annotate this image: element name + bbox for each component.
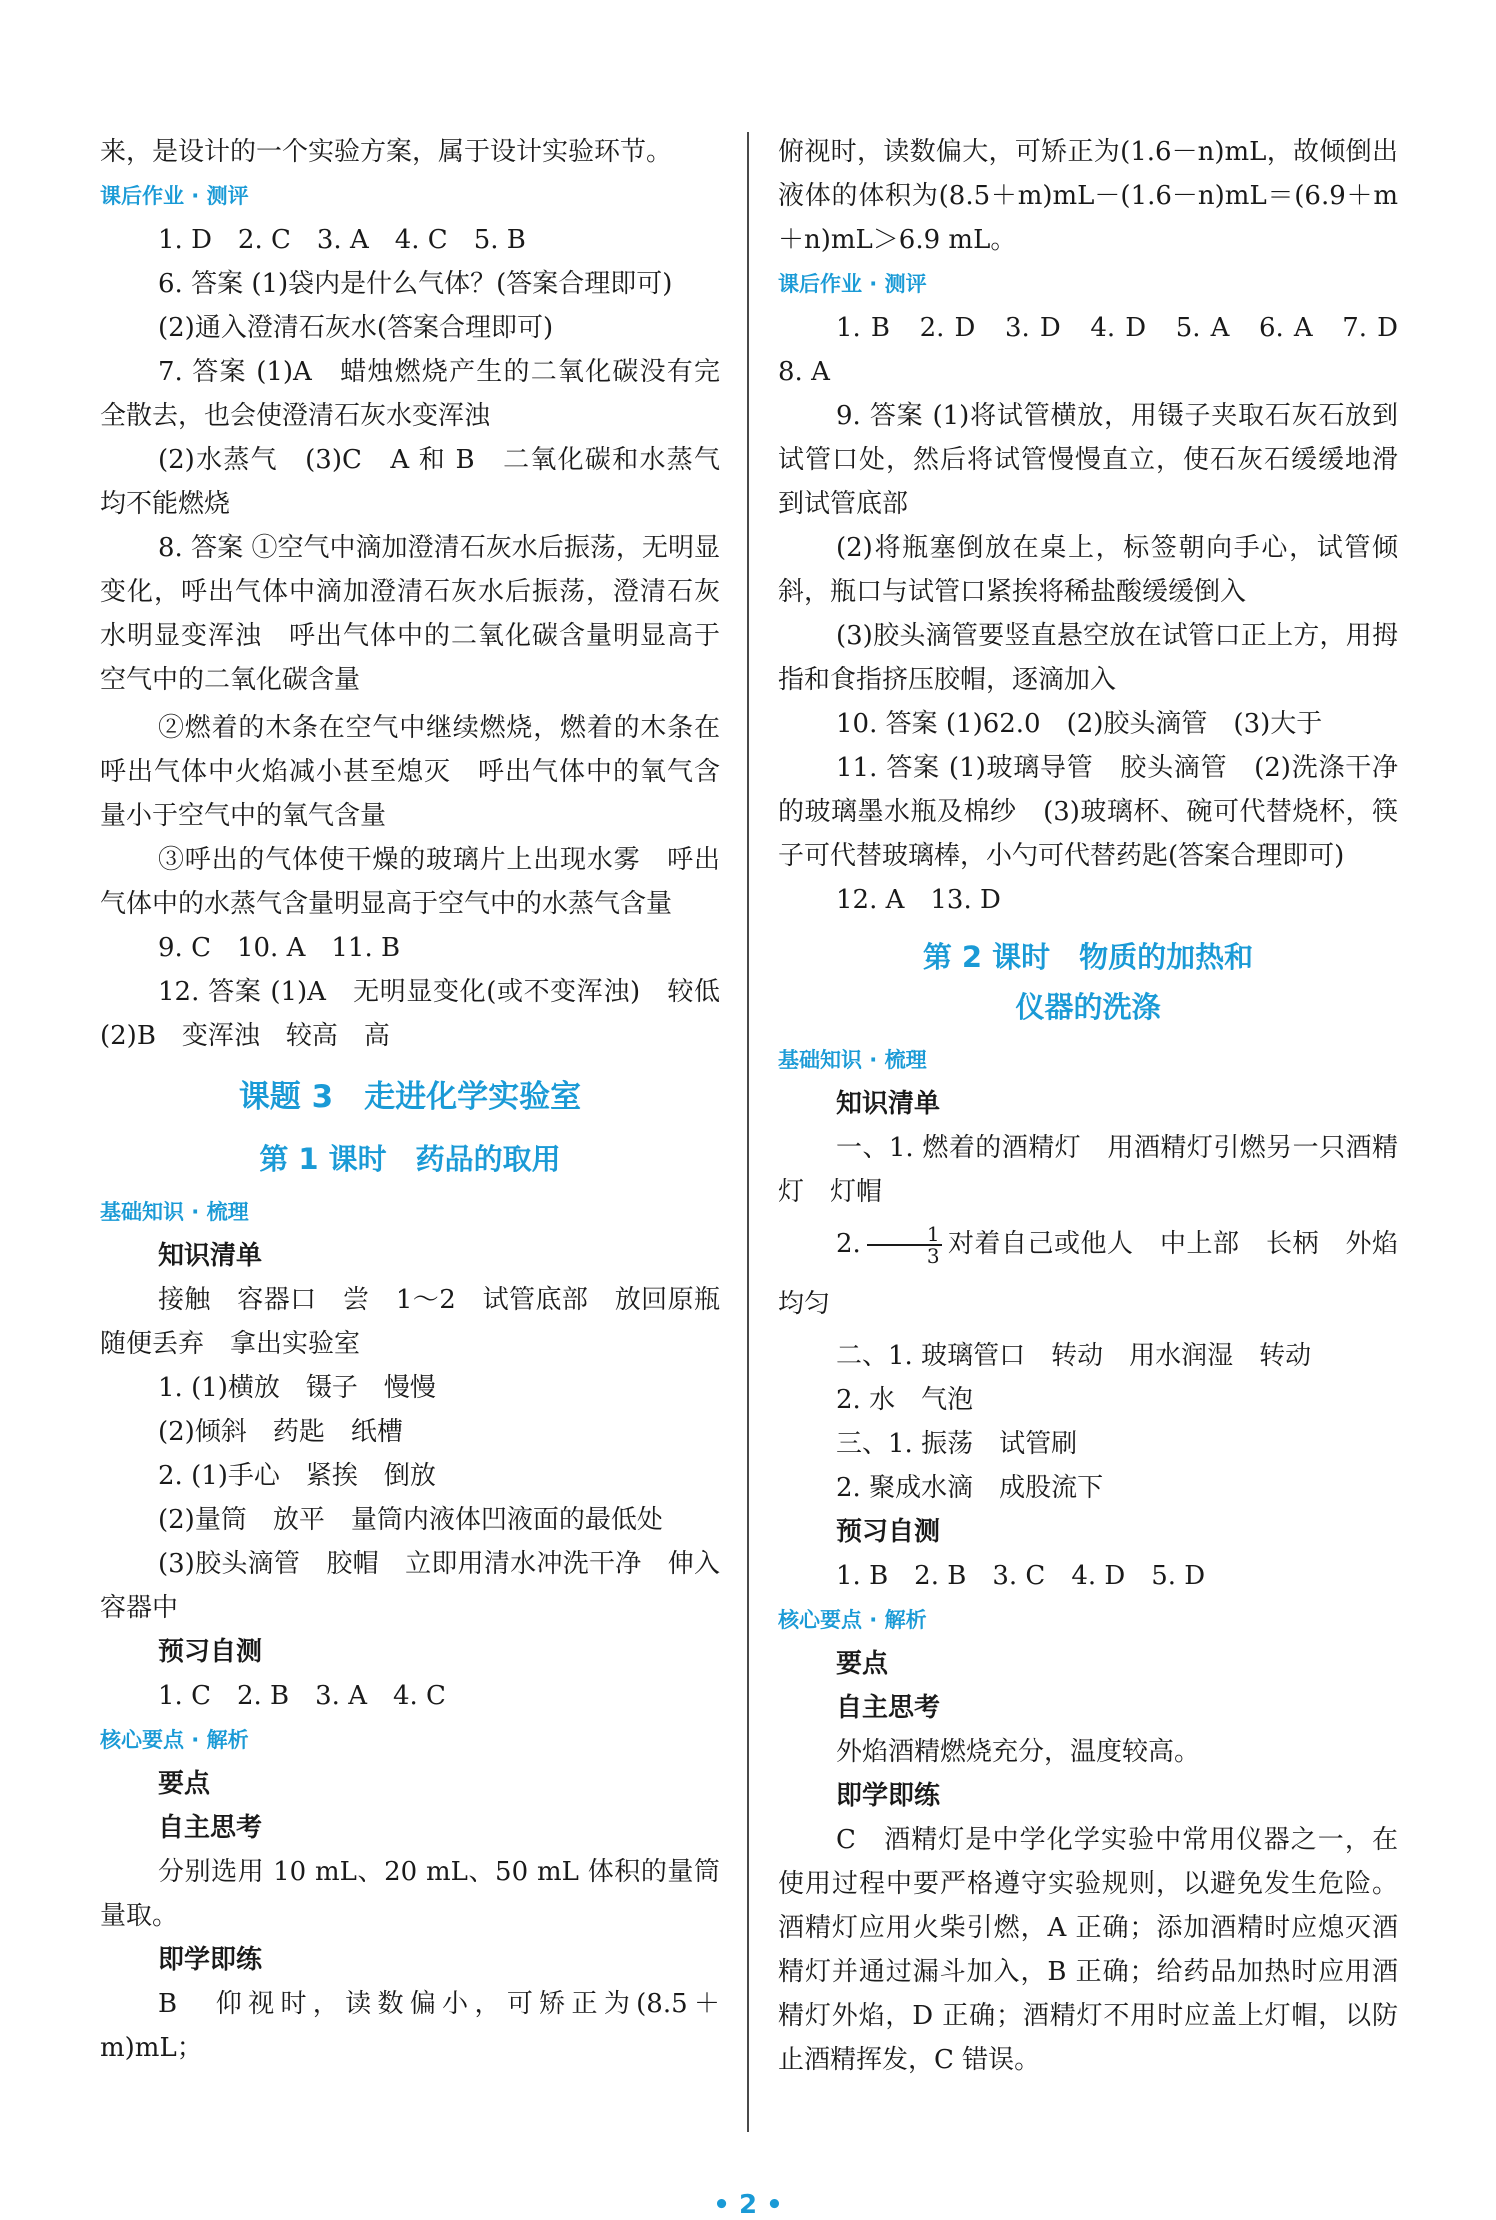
answer-line: 7. 答案 (1)A 蜡烛燃烧产生的二氧化碳没有完全散去，也会使澄清石灰水变浑浊	[100, 357, 720, 431]
answer-line: (2)水蒸气 (3)C A 和 B 二氧化碳和水蒸气均不能燃烧	[100, 445, 720, 519]
chapter-title: 课题 3 走进化学实验室	[238, 1079, 582, 1115]
text-line: (3)胶头滴管 胶帽 立即用清水冲洗干净 伸入容器中	[100, 1549, 720, 1623]
text-line: 一、1. 燃着的酒精灯 用酒精灯引燃另一只酒精灯 灯帽	[778, 1133, 1398, 1207]
text-line: 2. (1)手心 紧挨 倒放	[158, 1461, 436, 1491]
answer-line: 11. 答案 (1)玻璃导管 胶头滴管 (2)洗涤干净的玻璃墨水瓶及棉纱 (3)玻璃杯、碗可代替烧杯，筷子可代替玻璃棒，小勺可代替药匙(答案合理即可)	[778, 753, 1398, 871]
section-heading-core: 核心要点 · 解析	[100, 1728, 249, 1752]
text-line: 外焰酒精燃烧充分，温度较高。	[836, 1737, 1201, 1767]
text-line: 2. 水 气泡	[836, 1385, 974, 1415]
text-line: 接触 容器口 尝 1～2 试管底部 放回原瓶 随便丢弃 拿出实验室	[100, 1285, 747, 1359]
answer-line: 6. 答案 (1)袋内是什么气体？(答案合理即可)	[158, 269, 673, 299]
section-heading-basic: 基础知识 · 梳理	[100, 1200, 249, 1224]
lesson-title: 第 1 课时 药品的取用	[259, 1142, 561, 1176]
item-text: 对着自己或他人 中上部 长柄 外焰 均匀	[778, 1229, 1425, 1319]
answer-line: 8. 答案 ①空气中滴加澄清石灰水后振荡，无明显变化，呼出气体中滴加澄清石灰水后振荡，澄清石灰水明显变浑浊 呼出气体中的二氧化碳含量明显高于空气中的二氧化碳含量	[100, 533, 720, 695]
section-heading-homework: 课后作业 · 测评	[100, 184, 249, 208]
subheading-knowledge-list: 知识清单	[836, 1089, 941, 1119]
text-line: 1. (1)横放 镊子 慢慢	[158, 1373, 436, 1403]
text-line: (2)倾斜 药匙 纸槽	[158, 1417, 403, 1447]
answer-line: (3)胶头滴管要竖直悬空放在试管口正上方，用拇指和食指挤压胶帽，逐滴加入	[778, 621, 1398, 695]
subheading-key-points: 要点	[158, 1769, 211, 1799]
column-divider	[747, 132, 749, 2132]
fraction-numerator: 1	[867, 1224, 942, 1246]
text-line: 分别选用 10 mL、20 mL、50 mL 体积的量筒量取。	[100, 1857, 720, 1931]
answer-line: ②燃着的木条在空气中继续燃烧，燃着的木条在呼出气体中火焰减小甚至熄灭 呼出气体中的氧气含量小于空气中的氧气含量	[100, 713, 720, 831]
section-heading-core: 核心要点 · 解析	[778, 1608, 927, 1632]
subheading-practice: 即学即练	[836, 1781, 941, 1811]
section-heading-basic: 基础知识 · 梳理	[778, 1048, 927, 1072]
answer-line: (2)通入澄清石灰水(答案合理即可)	[158, 313, 554, 343]
answer-line: 10. 答案 (1)62.0 (2)胶头滴管 (3)大于	[836, 709, 1323, 739]
answer-line: 12. 答案 (1)A 无明显变化(或不变浑浊) 较低 (2)B 变浑浊 较高 高	[100, 977, 747, 1051]
text-line: (2)量筒 放平 量筒内液体凹液面的最低处	[158, 1505, 663, 1535]
answer-line: 12. A 13. D	[836, 885, 1001, 915]
lesson-title-line2: 仪器的洗涤	[1015, 990, 1161, 1024]
text-line: 二、1. 玻璃管口 转动 用水润湿 转动	[836, 1341, 1312, 1371]
text-line	[778, 1214, 1425, 1334]
subheading-self-thinking: 自主思考	[158, 1813, 263, 1843]
answer-line: 1. B 2. D 3. D 4. D 5. A 6. A 7. D 8. A	[778, 313, 1425, 387]
answer-line: (2)将瓶塞倒放在桌上，标签朝向手心，试管倾斜，瓶口与试管口紧挨将稀盐酸缓缓倒入	[778, 533, 1398, 607]
subheading-knowledge-list: 知识清单	[158, 1241, 263, 1271]
answer-line: 1. B 2. B 3. C 4. D 5. D	[836, 1561, 1206, 1591]
text-line: 来，是设计的一个实验方案，属于设计实验环节。	[100, 137, 673, 167]
subheading-self-thinking: 自主思考	[836, 1693, 941, 1723]
lesson-title: 第 2 课时 物质的加热和	[922, 940, 1254, 974]
right-column	[778, 130, 1425, 2082]
answer-line: ③呼出的气体使干燥的玻璃片上出现水雾 呼出气体中的水蒸气含量明显高于空气中的水蒸气含量	[100, 845, 720, 919]
subheading-preview: 预习自测	[158, 1637, 263, 1667]
answer-line: 9. C 10. A 11. B	[158, 933, 401, 963]
subheading-practice: 即学即练	[158, 1945, 263, 1975]
fraction-denominator: 3	[926, 1244, 940, 1268]
left-column	[100, 130, 747, 2070]
text-line: 俯视时，读数偏大，可矫正为(1.6－n)mL，故倾倒出液体的体积为(8.5＋m)mL－(1.6－n)mL＝(6.9＋m＋n)mL＞6.9 mL。	[778, 137, 1398, 255]
subheading-preview: 预习自测	[836, 1517, 941, 1547]
item-number: 2.	[836, 1229, 861, 1259]
text-line: 2. 聚成水滴 成股流下	[836, 1473, 1104, 1503]
section-heading-homework: 课后作业 · 测评	[778, 272, 927, 296]
text-line: 三、1. 振荡 试管刷	[836, 1429, 1078, 1459]
answer-line: 1. C 2. B 3. A 4. C	[158, 1681, 446, 1711]
page-number: • 2 •	[713, 2190, 783, 2220]
text-line: C 酒精灯是中学化学实验中常用仪器之一，在使用过程中要严格遵守实验规则，以避免发生危险。酒精灯应用火柴引燃，A 正确；添加酒精时应熄灭酒精灯并通过漏斗加入，B 正确；给药品加热时应用酒精灯外焰，D 正确；酒精灯不用时应盖上灯帽，以防止酒精挥发，C 错误。	[778, 1825, 1398, 2075]
text-line: B 仰视时，读数偏小，可矫正为(8.5＋m)mL；	[100, 1989, 720, 2063]
subheading-key-points: 要点	[836, 1649, 889, 1679]
answer-line: 9. 答案 (1)将试管横放，用镊子夹取石灰石放到试管口处，然后将试管慢慢直立，使石灰石缓缓地滑到试管底部	[778, 401, 1398, 519]
fraction	[867, 1224, 942, 1266]
answer-line: 1. D 2. C 3. A 4. C 5. B	[158, 225, 526, 255]
